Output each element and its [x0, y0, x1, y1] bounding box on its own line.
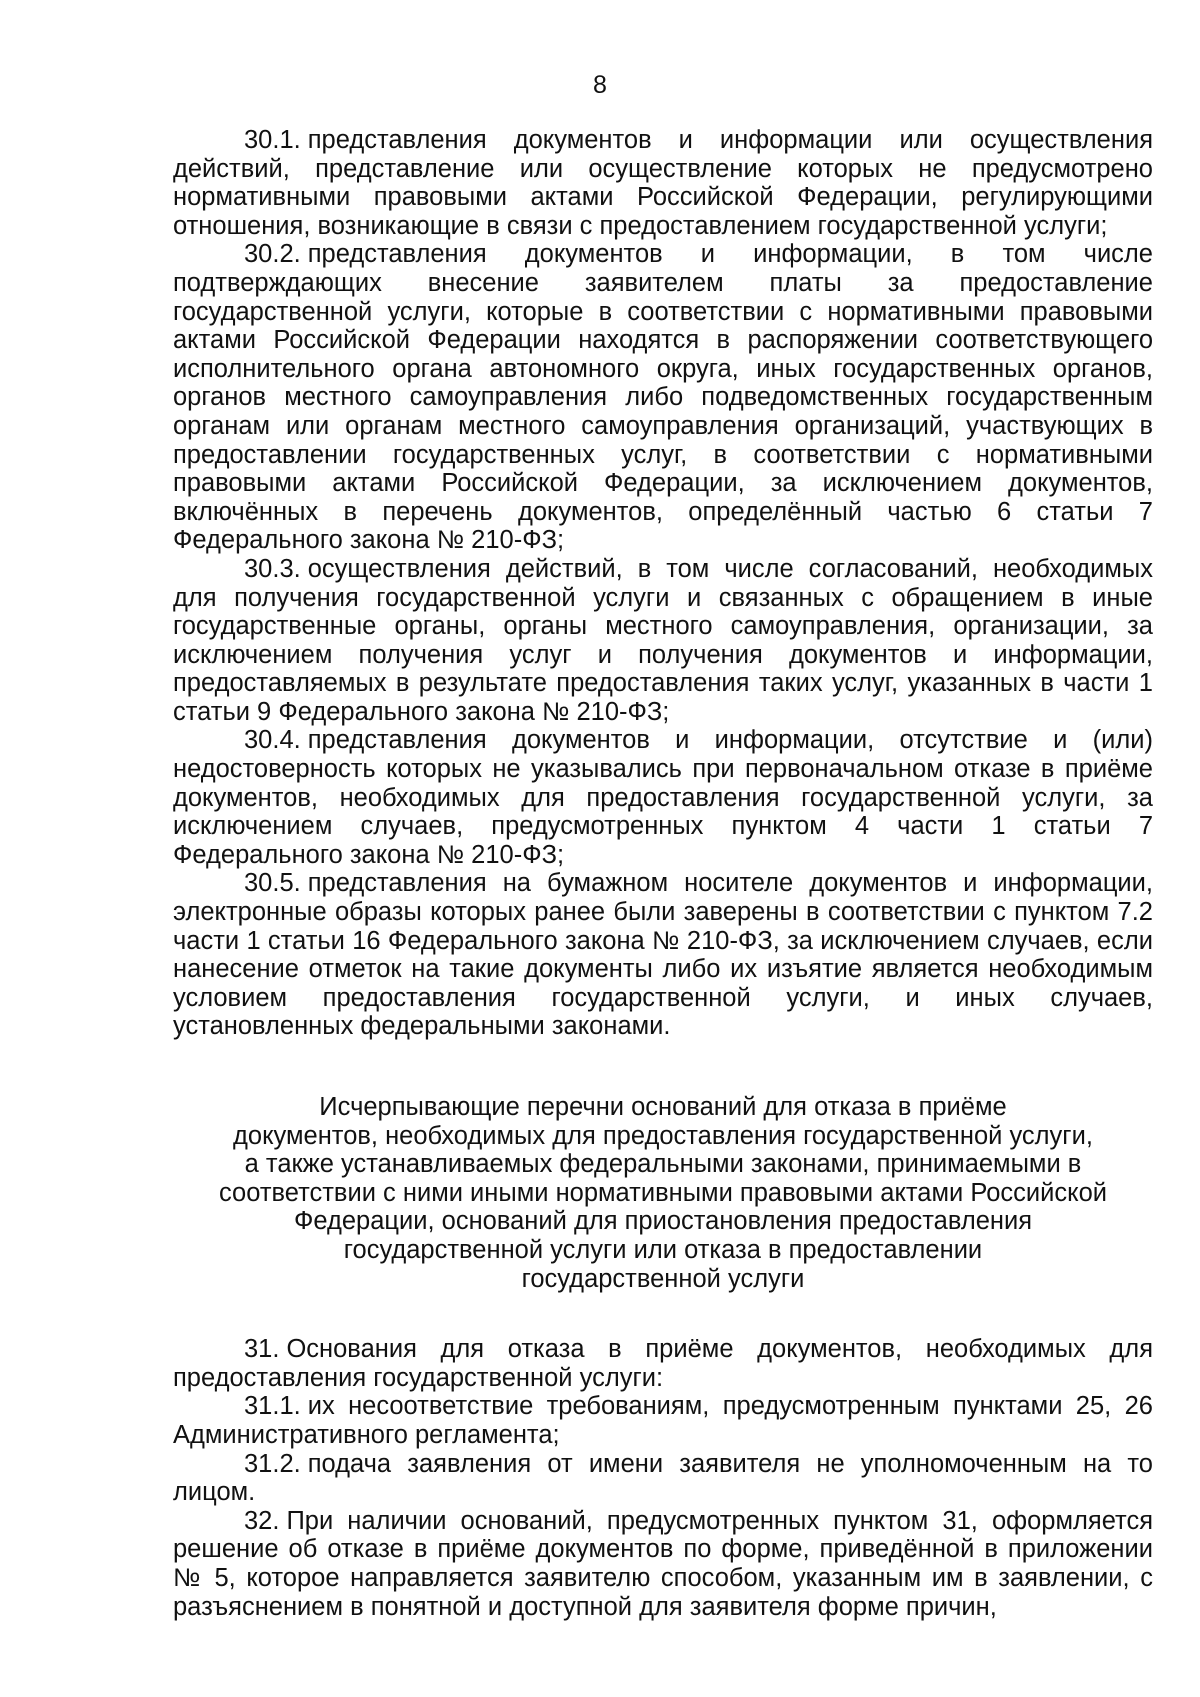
paragraph-text: представления документов и информации, в том числе подтверждающих внесение заявителем платы за предоставление государственной услуги, которые в соответствии с нормативными правовыми актами Российской Федерации находятся в распоряжении соответствующего исполнительного органа автономного округа, иных государственных органов, органов местного самоуправления либо подведомственных государственным органам или органам местного самоуправления организаций, участвующих в предоставлении государственных услуг, в соответствии с нормативными правовыми актами Российской Федерации, за исключением документов, включённых в перечень документов, определённый частью 6 статьи 7 Федерального закона № 210-ФЗ;	[173, 240, 1153, 555]
paragraph-number: 30.4.	[244, 726, 301, 755]
page-number: 8	[593, 71, 607, 99]
paragraph-text: представления документов и информации, отсутствие и (или) недостоверность которых не указывались при первоначальном отказе в приёме документов, необходимых для предоставления государственной услуги, за исключением случаев, предусмотренных пунктом 4 части 1 статьи 7 Федерального закона № 210-ФЗ;	[173, 726, 1153, 869]
heading-line: государственной услуги или отказа в предоставлении	[343, 1235, 983, 1264]
paragraph-text: представления документов и информации или осуществления действий, представление или осуществление которых не предусмотрено нормативными правовыми актами Российской Федерации, регулирующими отношения, возникающие в связи с предоставлением государственной услуги;	[173, 126, 1153, 240]
section-heading	[173, 1093, 1153, 1293]
paragraph-30-2	[173, 240, 1153, 555]
heading-line: соответствии с ними иными нормативными правовыми актами Российской	[218, 1178, 1108, 1207]
heading-line: документов, необходимых для предоставления государственной услуги,	[233, 1121, 1093, 1150]
paragraph-text: их несоответствие требованиям, предусмотренным пунктами 25, 26 Административного регламента;	[173, 1392, 1153, 1449]
paragraph-text: осуществления действий, в том числе согласований, необходимых для получения государственной услуги и связанных с обращением в иные государственные органы, органы местного самоуправления, организации, за исключением получения услуг и получения документов и информации, предоставляемых в результате предоставления таких услуг, указанных в части 1 статьи 9 Федерального закона № 210-ФЗ;	[173, 554, 1153, 726]
paragraph-number: 30.3.	[244, 554, 301, 583]
paragraph-number: 31.2.	[244, 1449, 301, 1478]
heading-line: государственной услуги	[521, 1264, 805, 1293]
paragraph-31-2	[173, 1450, 1153, 1507]
paragraph-number: 32.	[244, 1506, 280, 1535]
paragraph-31-1	[173, 1392, 1153, 1449]
heading-line: а также устанавливаемых федеральными законами, принимаемыми в	[244, 1150, 1082, 1179]
paragraph-text: При наличии оснований, предусмотренных пунктом 31, оформляется решение об отказе в приёме документов по форме, приведённой в приложении № 5, которое направляется заявителю способом, указанным им в заявлении, с разъяснением в понятной и доступной для заявителя форме причин,	[173, 1506, 1153, 1621]
heading-line: Федерации, оснований для приостановления предоставления	[293, 1207, 1033, 1236]
paragraph-number: 31.1.	[244, 1392, 301, 1421]
heading-line: Исчерпывающие перечни оснований для отказа в приёме	[319, 1093, 1007, 1121]
paragraph-30-1	[173, 126, 1153, 240]
paragraph-text: подача заявления от имени заявителя не уполномоченным на то лицом.	[173, 1449, 1153, 1507]
paragraph-text: представления на бумажном носителе документов и информации, электронные образы которых ранее были заверены в соответствии с пунктом 7.2 части 1 статьи 16 Федерального закона № 210-ФЗ, за исключением случаев, если нанесение отметок на такие документы либо их изъятие является необходимым условием предоставления государственной услуги, и иных случаев, установленных федеральными законами.	[173, 869, 1153, 1041]
paragraph-30-3	[173, 555, 1153, 727]
paragraph-32	[173, 1507, 1153, 1621]
paragraph-number: 30.2.	[244, 240, 301, 269]
paragraph-number: 31.	[244, 1335, 280, 1364]
paragraph-number: 30.5.	[244, 869, 301, 898]
paragraph-30-5	[173, 869, 1153, 1041]
document-body	[173, 126, 1153, 1621]
paragraph-text: Основания для отказа в приёме документов, необходимых для предоставления государственной услуги:	[173, 1335, 1153, 1392]
paragraph-31	[173, 1335, 1153, 1392]
paragraph-number: 30.1.	[244, 126, 301, 154]
paragraph-30-4	[173, 726, 1153, 869]
